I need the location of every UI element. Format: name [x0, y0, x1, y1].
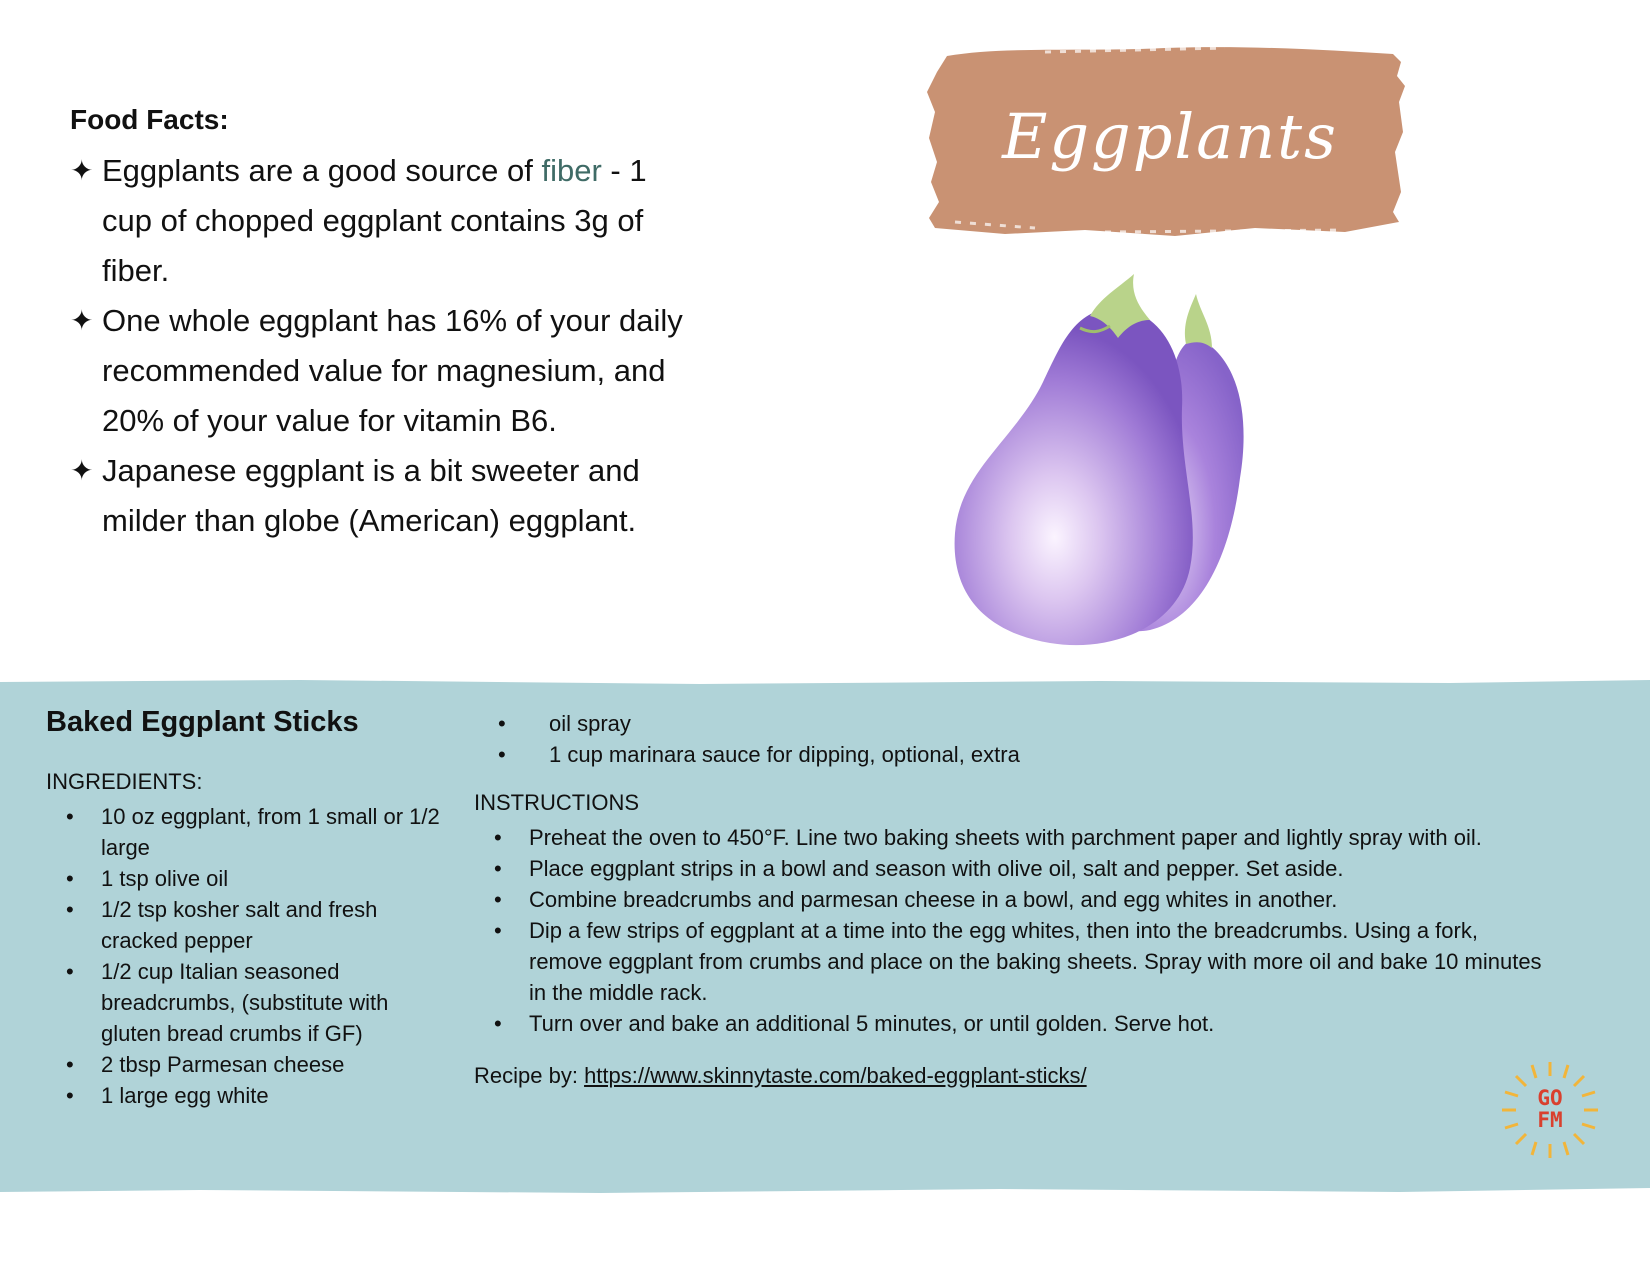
ingredient-text: oil spray	[549, 711, 631, 736]
list-item	[46, 863, 446, 894]
title-banner	[925, 42, 1415, 247]
instruction-text: Dip a few strips of eggplant at a time into the egg whites, then into the breadcrumbs. Using a fork, remove eggplant from crumbs and place on the baking sheets. Spray with more oil and bake 10 minutes in the middle rack.	[529, 918, 1542, 1005]
bullet-icon: •	[66, 959, 74, 984]
gofm-logo	[1500, 1060, 1600, 1160]
fact-text-part: Eggplants are a good source of	[102, 153, 542, 188]
ingredient-text: 1 tsp olive oil	[101, 866, 229, 891]
star-bullet-icon: ✦	[70, 155, 94, 186]
bullet-icon: •	[66, 1083, 74, 1108]
instruction-text: Turn over and bake an additional 5 minutes, or until golden. Serve hot.	[529, 1011, 1215, 1036]
list-item	[474, 708, 1554, 739]
bullet-icon: •	[494, 887, 502, 912]
list-item	[474, 884, 1554, 915]
instruction-text: Preheat the oven to 450°F. Line two baking sheets with parchment paper and lightly spray with oil.	[529, 825, 1482, 850]
bullet-icon: •	[494, 918, 502, 943]
list-item	[46, 894, 446, 956]
list-item	[474, 853, 1554, 884]
fact-text: One whole eggplant has 16% of your daily recommended value for magnesium, and 20% of your value for vitamin B6.	[102, 303, 683, 438]
ingredient-text: 10 oz eggplant, from 1 small or 1/2 large	[101, 804, 440, 860]
list-item	[46, 801, 446, 863]
bullet-icon: •	[66, 897, 74, 922]
recipe-credit	[474, 1063, 1554, 1089]
instructions-heading: INSTRUCTIONS	[474, 790, 639, 815]
bullet-icon: •	[494, 1011, 502, 1036]
instruction-text: Place eggplant strips in a bowl and season with olive oil, salt and pepper. Set aside.	[529, 856, 1344, 881]
list-item	[474, 739, 1554, 770]
fact-item-japanese-eggplant	[70, 446, 690, 546]
instructions-list	[474, 822, 1554, 1039]
star-bullet-icon: ✦	[70, 305, 94, 336]
bullet-icon: •	[498, 711, 506, 736]
logo-text	[1500, 1087, 1600, 1131]
instruction-text: Combine breadcrumbs and parmesan cheese in a bowl, and egg whites in another.	[529, 887, 1338, 912]
page-title: Eggplants	[1002, 100, 1338, 173]
ingredient-text: 1/2 tsp kosher salt and fresh cracked pepper	[101, 897, 378, 953]
list-item	[474, 1008, 1554, 1039]
bullet-icon: •	[494, 856, 502, 881]
list-item	[46, 956, 446, 1049]
food-facts-title: Food Facts:	[70, 104, 229, 135]
recipe-right-column	[474, 708, 1554, 1089]
bullet-icon: •	[66, 866, 74, 891]
list-item	[474, 822, 1554, 853]
food-facts-section	[70, 104, 690, 546]
ingredients-heading: INGREDIENTS:	[46, 769, 203, 794]
list-item	[46, 1049, 446, 1080]
bullet-icon: •	[498, 742, 506, 767]
fact-item-magnesium	[70, 296, 690, 446]
eggplant-icon	[950, 268, 1310, 658]
list-item	[46, 1080, 446, 1111]
fact-item-fiber	[70, 146, 690, 296]
eggplant-illustration	[950, 268, 1310, 658]
star-bullet-icon: ✦	[70, 455, 94, 486]
fact-text: Japanese eggplant is a bit sweeter and milder than globe (American) eggplant.	[102, 453, 640, 538]
recipe-left-column	[46, 706, 446, 1111]
fact-text-part: - 1 cup of chopped eggplant contains 3g of fiber.	[102, 153, 647, 288]
ingredients-list	[46, 801, 446, 1111]
logo-line-go: GO	[1537, 1086, 1563, 1110]
ingredients-list-continued	[474, 708, 1554, 770]
bullet-icon: •	[494, 825, 502, 850]
ingredient-text: 1/2 cup Italian seasoned breadcrumbs, (substitute with gluten bread crumbs if GF)	[101, 959, 389, 1046]
bullet-icon: •	[66, 804, 74, 829]
ingredient-text: 2 tbsp Parmesan cheese	[101, 1052, 345, 1077]
food-facts-list	[70, 146, 690, 546]
fiber-highlight: fiber	[541, 153, 602, 188]
bullet-icon: •	[66, 1052, 74, 1077]
credit-label: Recipe by:	[474, 1063, 585, 1088]
ingredient-text: 1 cup marinara sauce for dipping, optional, extra	[549, 742, 1020, 767]
logo-line-fm: FM	[1537, 1108, 1563, 1132]
ingredient-text: 1 large egg white	[101, 1083, 269, 1108]
recipe-title: Baked Eggplant Sticks	[46, 706, 359, 738]
recipe-source-link[interactable]: https://www.skinnytaste.com/baked-eggplant-sticks/	[584, 1063, 1087, 1088]
recipe-section	[0, 680, 1650, 1195]
list-item	[474, 915, 1554, 1008]
